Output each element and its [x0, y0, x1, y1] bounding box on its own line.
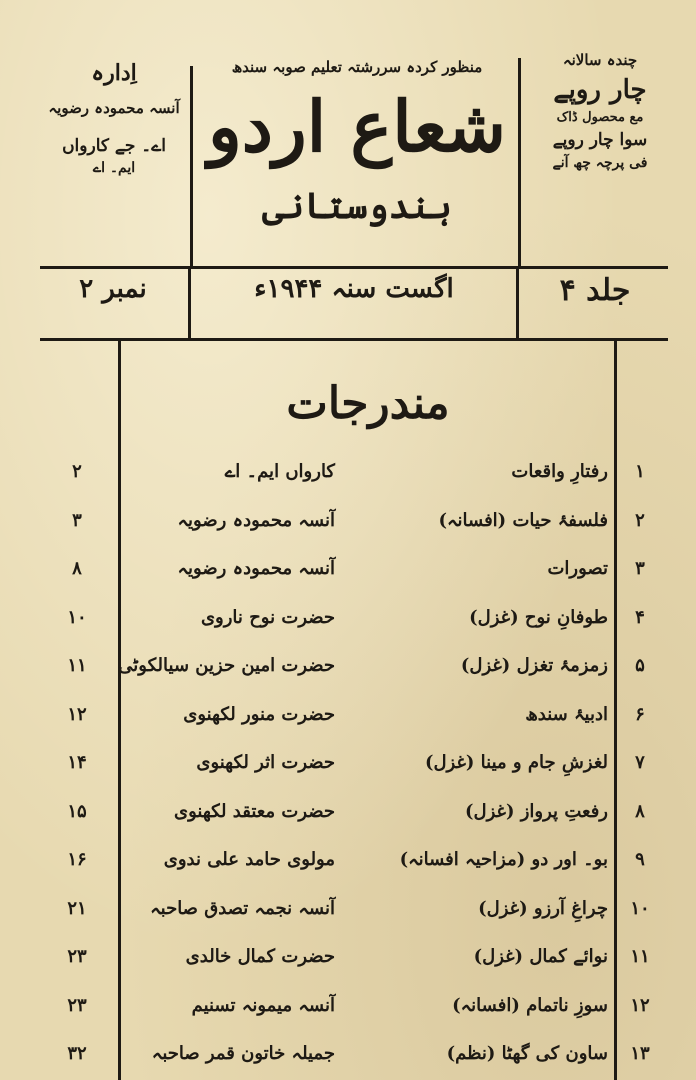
contents-row-author: حضرت نوح ناروی [200, 606, 335, 628]
contents-row-number: ۱۳ [630, 1043, 650, 1064]
contents-row-number: ۱ [635, 461, 645, 482]
contents-row-title: رفتارِ واقعات [511, 461, 608, 482]
contents-row-title: رفعتِ پرواز (غزل) [465, 800, 608, 822]
contents-row-number: ۶ [635, 703, 645, 725]
issue-number: نمبر ۲ [79, 274, 147, 304]
contents-row-page: ۲۱ [67, 897, 87, 919]
issue-date: اگست سنہ ۱۹۴۴ء [254, 274, 454, 304]
contents-row-page: ۱۴ [67, 752, 87, 773]
contents-row-page: ۳ [72, 509, 82, 531]
contents-row-page: ۱۱ [67, 655, 87, 676]
volume-label: جلد ۴ [559, 273, 631, 308]
subscription-line: چندہ سالانہ [562, 51, 638, 69]
contents-row-title: لغزشِ جام و مینا (غزل) [424, 752, 608, 773]
contents-row-title: چراغِ آرزو (غزل) [478, 897, 608, 919]
subscription-box [520, 50, 680, 173]
strip-bottom-rule [40, 338, 668, 341]
contents-row-number: ۸ [635, 800, 645, 822]
contents-row [0, 792, 696, 832]
magazine-subtitle: ہندوستانی [262, 185, 452, 227]
contents-row [0, 743, 696, 783]
editor-line: آنسہ محمودہ رضویہ [48, 98, 180, 117]
contents-row-title: فلسفۂ حیات (افسانہ) [438, 509, 608, 531]
contents-row-number: ۴ [635, 606, 645, 628]
header-bottom-rule [40, 266, 668, 269]
contents-row-author: آنسہ محمودہ رضویہ [177, 558, 335, 579]
approval-line: منظور کردہ سررشتہ تعلیم صوبہ سندھ [231, 58, 483, 76]
contents-row [0, 889, 696, 929]
contents-row-author: حضرت منور لکھنوی [183, 703, 335, 725]
editor-line: اے۔ جے کارواں [62, 135, 166, 156]
strip-divider-right [516, 268, 519, 338]
idara-label: اِدارہ [91, 60, 137, 86]
contents-row-title: زمزمۂ تغزل (غزل) [460, 655, 608, 676]
editor-line: ایم۔ اے [92, 160, 136, 177]
contents-row-page: ۱۵ [67, 800, 87, 822]
contents-row [0, 695, 696, 735]
contents-row [0, 549, 696, 589]
contents-row-author: جمیلہ خاتون قمر صاحبہ [151, 1043, 335, 1064]
magazine-title: شعاع اردو [207, 85, 507, 168]
contents-row-author: حضرت امین حزین سیالکوٹی [118, 655, 335, 676]
contents-row-title: تصورات [547, 558, 608, 579]
contents-row-title: ادبیۂ سندھ [525, 703, 608, 725]
contents-row-page: ۳۲ [67, 1043, 87, 1064]
contents-row-number: ۱۱ [630, 946, 650, 967]
contents-heading: مندرجات [286, 378, 450, 429]
contents-row-page: ۸ [72, 558, 82, 579]
contents-row-page: ۲۳ [67, 994, 87, 1016]
contents-row-page: ۲ [72, 461, 82, 482]
contents-row [0, 501, 696, 541]
contents-row-title: ساون کی گھٹا (نظم) [446, 1043, 608, 1064]
subscription-line: چار روپے [553, 74, 647, 105]
contents-row [0, 937, 696, 977]
contents-row [0, 1034, 696, 1074]
subscription-line: سوا چار روپے [552, 130, 648, 151]
contents-row-title: سوزِ ناتمام (افسانہ) [452, 994, 608, 1016]
subscription-line: فی پرچہ چھ آنے [552, 154, 648, 171]
contents-row-author: آنسہ نجمہ تصدق صاحبہ [150, 897, 335, 919]
contents-row [0, 646, 696, 686]
editors-box [40, 58, 188, 179]
contents-row [0, 840, 696, 880]
contents-row [0, 598, 696, 638]
contents-row-title: نوائے کمال (غزل) [473, 946, 608, 967]
contents-row [0, 452, 696, 492]
contents-row-number: ۷ [635, 752, 645, 773]
contents-row-author: حضرت معتقد لکھنوی [174, 800, 335, 822]
contents-row-page: ۱۶ [67, 849, 87, 870]
contents-row-number: ۳ [635, 558, 645, 579]
contents-row-author: مولوی حامد علی ندوی [163, 849, 335, 870]
contents-row-number: ۹ [635, 849, 645, 870]
subscription-line: مع محصول ڈاک [556, 110, 644, 126]
contents-row-page: ۱۲ [67, 703, 87, 725]
contents-row-author: کارواں ایم۔ اے [224, 461, 335, 482]
contents-row-author: حضرت کمال خالدی [185, 946, 335, 967]
strip-divider-left [188, 268, 191, 338]
contents-row-author: آنسہ محمودہ رضویہ [177, 509, 335, 531]
contents-row-title: طوفانِ نوح (غزل) [469, 606, 608, 628]
contents-row-number: ۱۰ [630, 897, 650, 919]
contents-row-title: بو۔ اور دو (مزاحیہ افسانہ) [399, 849, 608, 870]
contents-row-number: ۲ [635, 509, 645, 531]
contents-row [0, 986, 696, 1026]
contents-row-number: ۵ [635, 655, 645, 676]
contents-row-author: آنسہ میمونہ تسنیم [191, 994, 335, 1016]
contents-row-number: ۱۲ [630, 994, 650, 1016]
contents-row-page: ۲۳ [67, 946, 87, 967]
contents-row-author: حضرت اثر لکھنوی [196, 752, 335, 773]
contents-row-page: ۱۰ [67, 606, 87, 628]
